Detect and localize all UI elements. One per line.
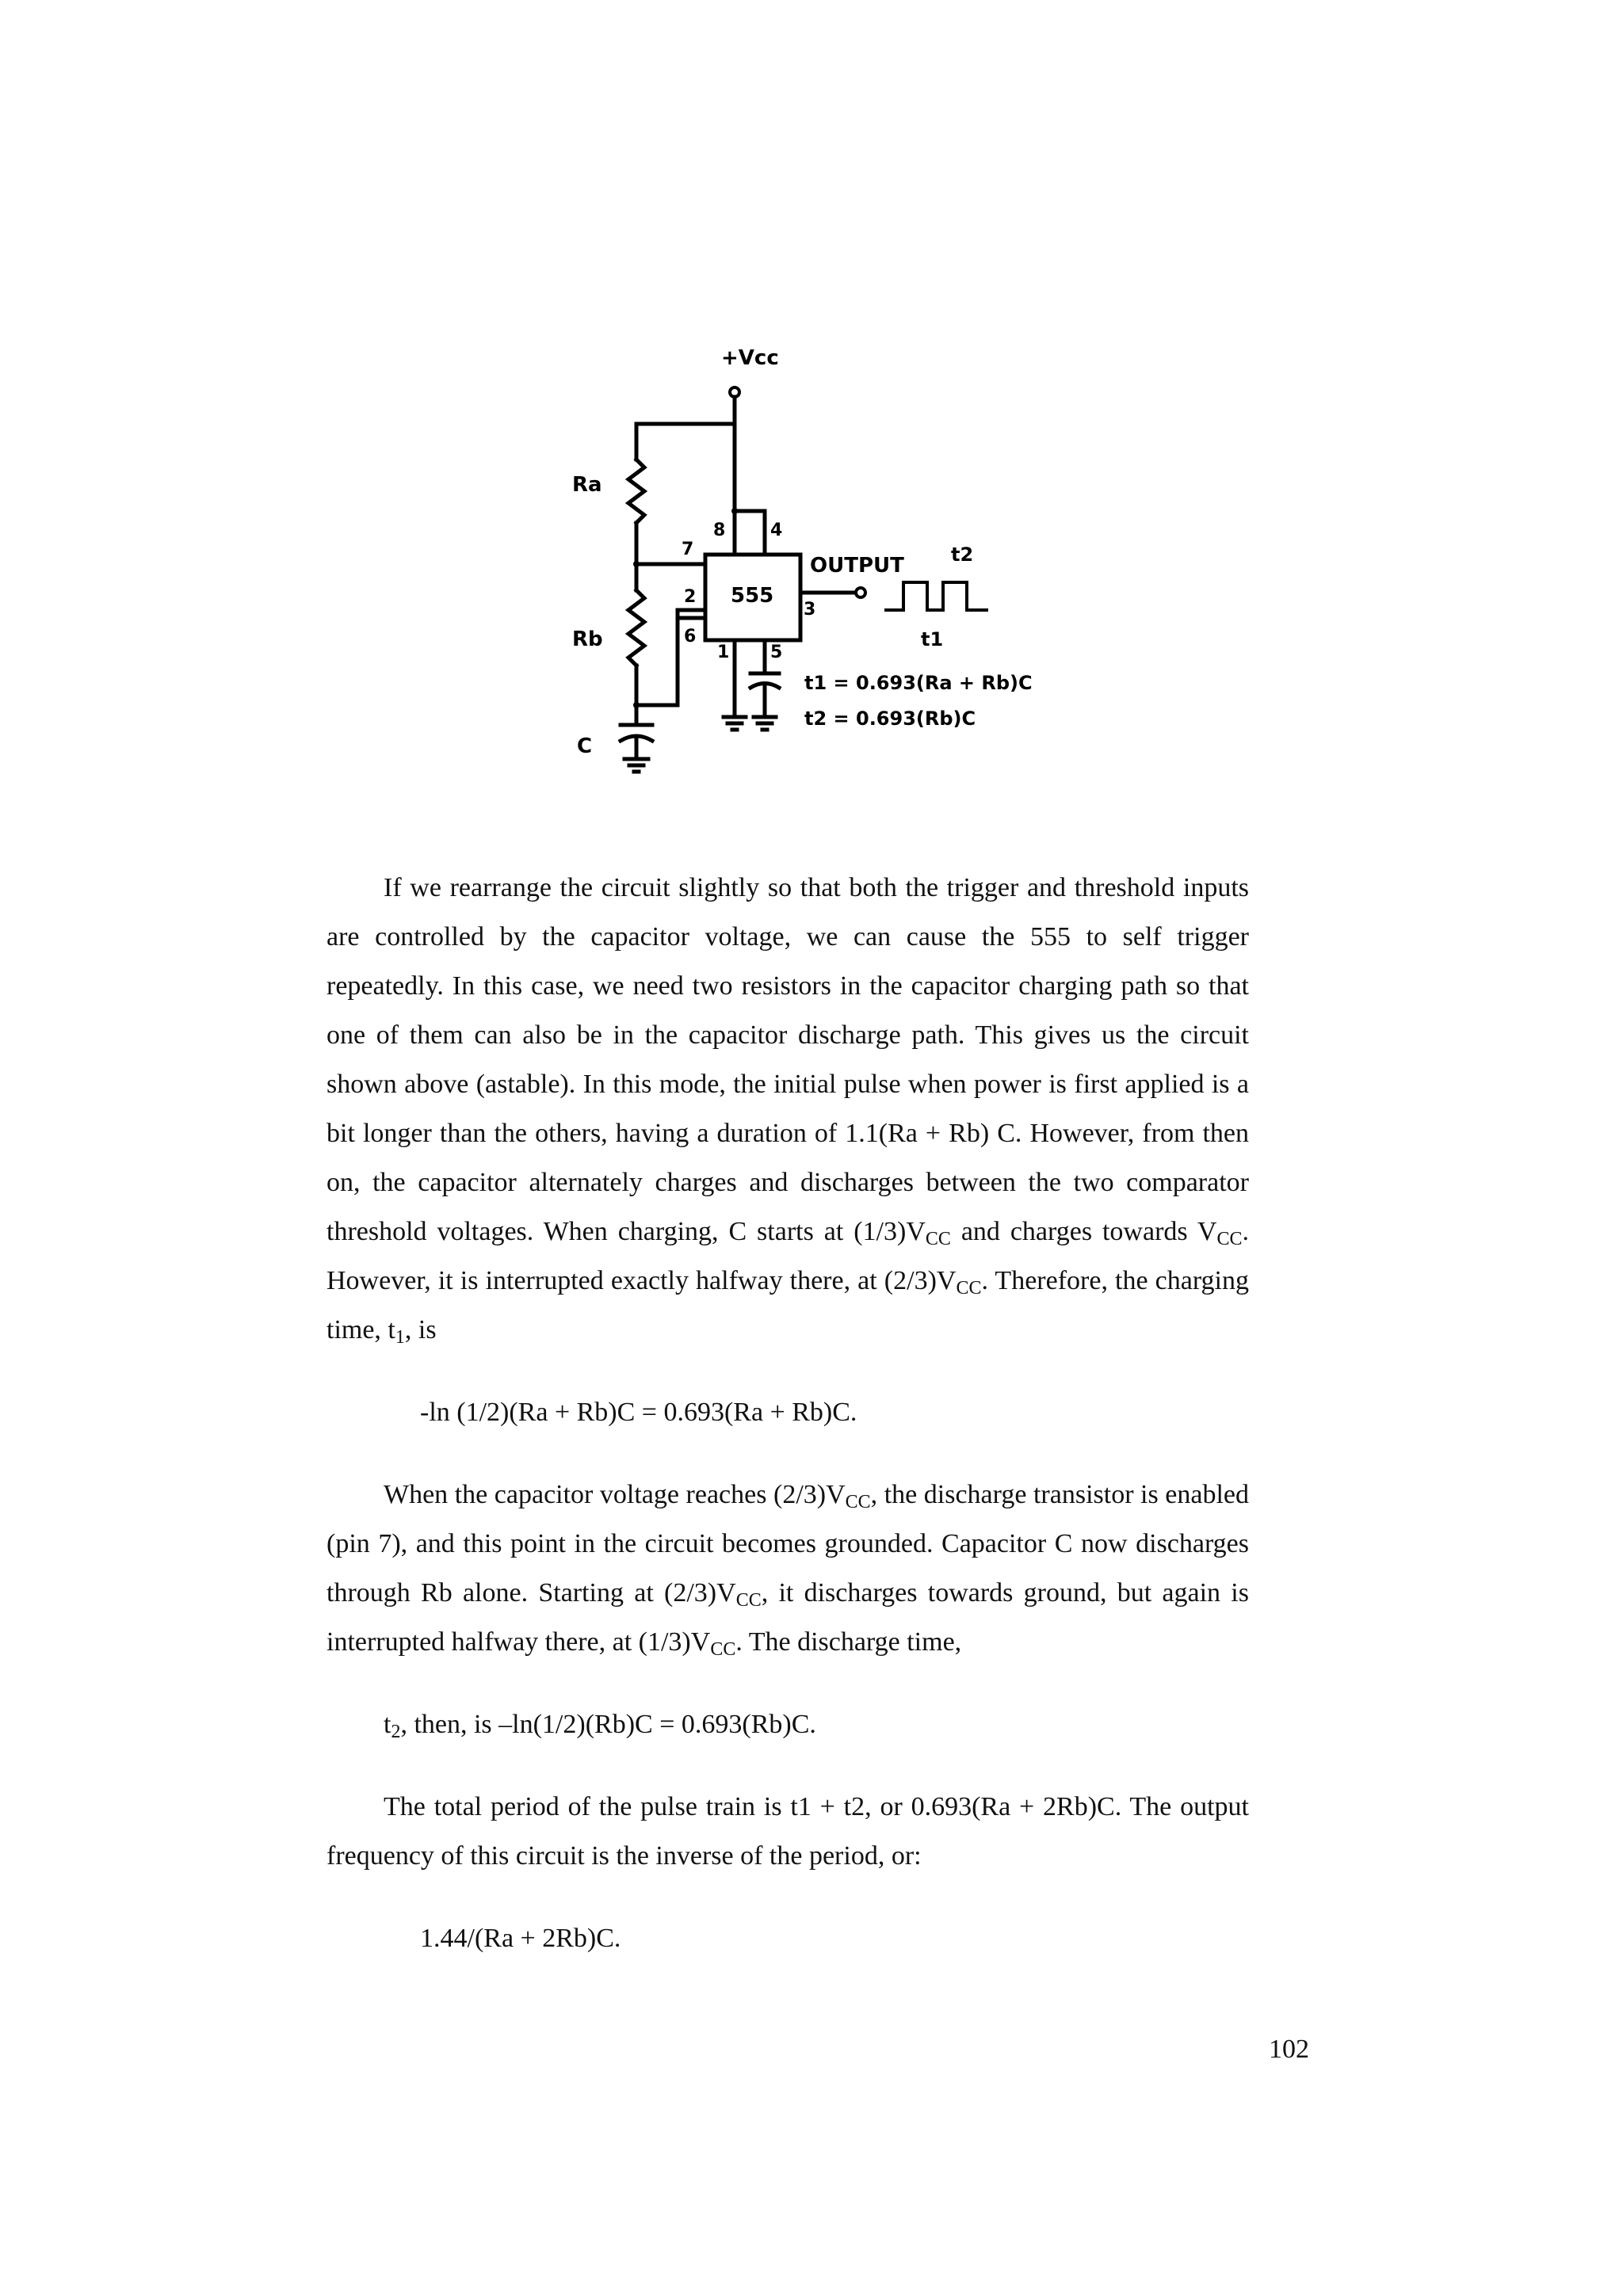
paragraph-astable-intro: If we rearrange the circuit slightly so that both the trigger and threshold inputs are controlled by the capacitor voltage, we can cause the 555 to self trigger repeatedly. In this case, we need two resistors in the capacitor charging path so that one of them can also be in the capacitor discharge path. This gives us the circuit shown above (astable). In this mode, the initial pulse when power is first applied is a bit longer than the others, having a duration of 1.1(Ra + Rb) C. However, from then on, the capacitor alternately charges and discharges between the two comparator threshold voltages. When charging, C starts at $(1/3)V_{CC}$ and charges towards $V_{CC}$. However, it is interrupted exactly halfway there, at $(2/3)V_{CC}$. Therefore, the charging time, $t_1$, is <box>327 873 1250 1348</box>
pin-1-label: 1 <box>717 643 730 662</box>
rb-resistor <box>628 590 644 666</box>
output-square-wave <box>886 582 987 610</box>
c-label: C <box>577 734 593 758</box>
pin-6-label: 6 <box>684 627 697 646</box>
paragraph-discharge: When the capacitor voltage reaches $(2/3)V_{CC}$, the discharge transistor is enabled (pin 7), and this point in the circuit becomes grounded. Capacitor C now discharges through Rb alone. Starting at $(2/3)V_{CC}$, it discharges towards ground, but again is interrupted halfway there, at $(1/3)V_{CC}$. The discharge time, <box>327 1480 1249 1660</box>
output-label: OUTPUT <box>810 554 904 578</box>
chip-555-label: 555 <box>731 584 774 608</box>
pin-5-label: 5 <box>770 643 783 662</box>
pin-2-label: 2 <box>684 587 697 607</box>
equation-charging-time: -ln (1/2)(Ra + Rb)C = 0.693(Ra + Rb)C. <box>420 1398 857 1427</box>
pin-8-label: 8 <box>713 521 726 540</box>
pin-4-label: 4 <box>770 521 783 540</box>
pin-3-label: 3 <box>804 600 816 620</box>
vcc-label: +Vcc <box>721 346 779 370</box>
pin-7-label: 7 <box>682 540 694 559</box>
t2-formula: t2 = 0.693(Rb)C <box>804 707 976 730</box>
ra-resistor <box>628 460 644 523</box>
ra-label: Ra <box>572 473 602 497</box>
equation-frequency: 1.44/(Ra + 2Rb)C. <box>420 1924 621 1953</box>
rb-label: Rb <box>572 627 603 651</box>
t1-formula: t1 = 0.693(Ra + Rb)C <box>804 672 1033 694</box>
paragraph-total-period: The total period of the pulse train is t1 + t2, or 0.693(Ra + 2Rb)C. The output frequency of this circuit is the inverse of the period, or: <box>327 1792 1249 1871</box>
output-terminal <box>856 588 865 597</box>
t2-label: t2 <box>951 543 974 566</box>
t1-label: t1 <box>921 628 944 650</box>
body-text <box>327 864 1249 1963</box>
equation-discharge-time: $t_2$, then, is –ln(1/2)(Rb)C = 0.693(Rb)C. <box>384 1710 816 1742</box>
astable-555-circuit-diagram <box>555 341 1078 808</box>
page-number: 102 <box>1269 2035 1309 2064</box>
